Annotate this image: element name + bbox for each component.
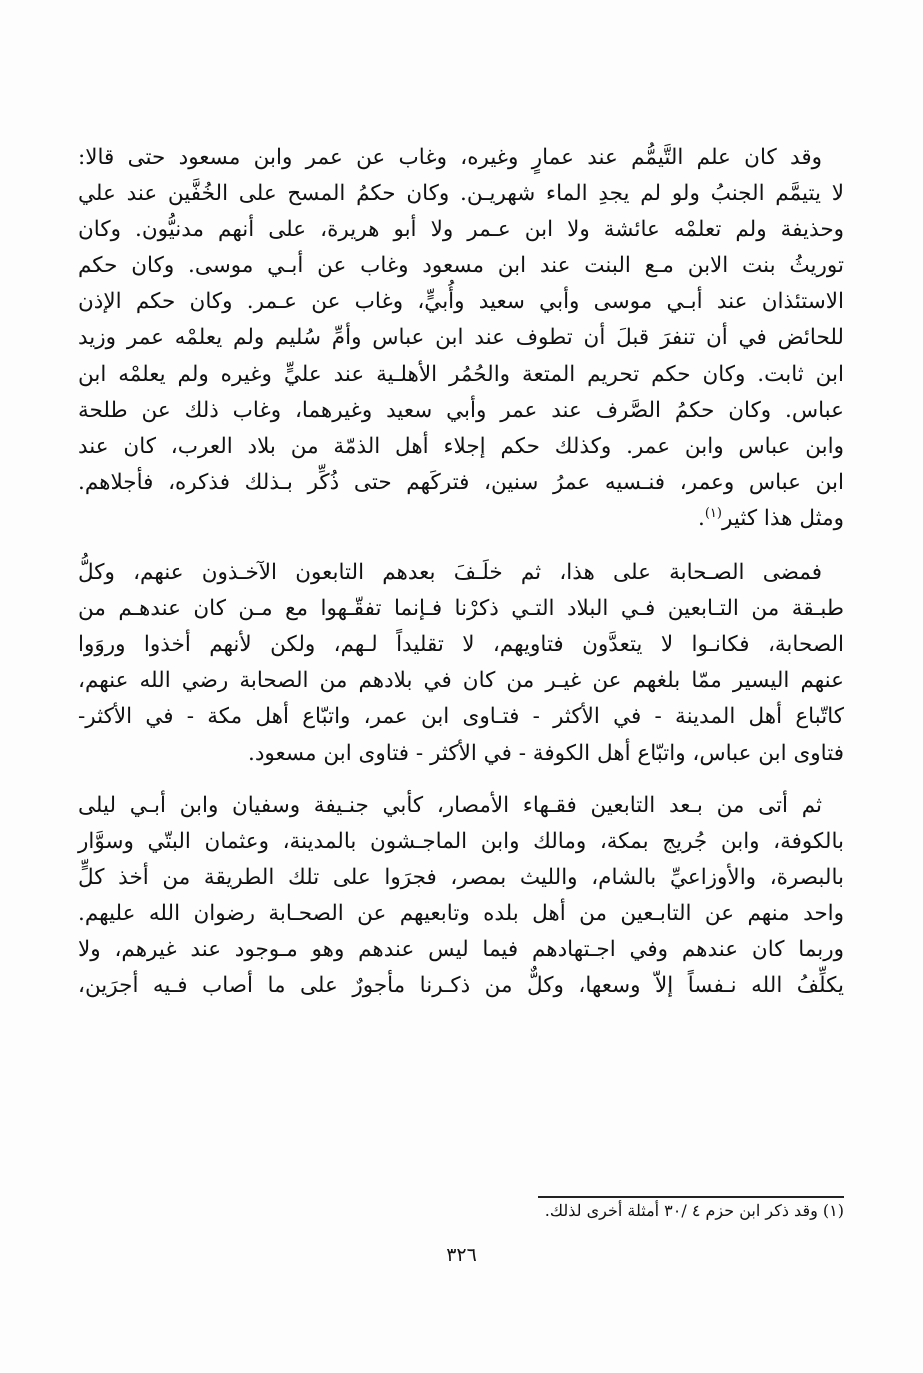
paragraph-2 (78, 555, 844, 772)
footnote-marker[interactable]: (١) (704, 505, 722, 521)
text-line: واحد منهم عن التابـعين من أهل بلده وتابعيهم عن الصحـابة رضوان الله عليهم. (78, 900, 844, 926)
text-line: طبـقة من التـابعين فـي البلاد التـي ذكرْنا فـإنما تفقّـهوا مع مـن كان عندهـم من (78, 596, 844, 622)
text-line: الاستئذان عند أبـي موسى وأبي سعيد وأُبيٍّ، وغاب عن عـمر. وكان حكم الإذن (78, 289, 844, 315)
text-run: ومثل هذا كثير (721, 505, 844, 531)
text-line: عنهم اليسير ممّا بلغهم عن غيـر من كان في بلادهم من الصحابة رضي الله عنهم، (78, 668, 844, 694)
text-line: توريثُ بنت الابن مـع البنت عند ابن مسعود وغاب عن أبـي موسى. وكان حكم (78, 253, 844, 279)
text-line: ابن عباس وعمر، فنـسيه عمرُ سنين، فتركَهم حتى ذُكِّر بـذلك فذكره، فأجلاهم. (78, 469, 844, 495)
text-line: وقد كان علم التَّيمُّم عند عمارٍ وغيره، وغاب عن عمر وابن مسعود حتى قالا: (78, 145, 822, 170)
page-number: ٣٢٦ (446, 1244, 477, 1266)
text-line: فمضى الصـحابة على هذا، ثم خلَـفَ بعدهم التابعون الآخـذون عنهم، وكلُّ (78, 560, 822, 586)
text-line: لا يتيمَّم الجنبُ ولو لم يجدِ الماء شهريـن. وكان حكمُ المسح على الخُفَّين عند علي (78, 181, 844, 207)
text-line: ابن ثابت. وكان حكم تحريم المتعة والحُمُر الأهلـية عند عليٍّ وغيره ولم يعلمْه ابن (78, 361, 844, 387)
text-line: الصحابة، فكانـوا لا يتعدَّون فتاويهم، لا تقليداً لـهم، ولكن لأنهم أخذوا وروَوا (78, 632, 844, 658)
text-line: ثم أتى من بـعد التابعين فقـهاء الأمصار، كأبي جنـيفة وسفيان وابن أبـي ليلى (78, 792, 822, 818)
text-line-last: فتاوى ابن عباس، واتبّاع أهل الكوفة - في الأكثر - فتاوى ابن مسعود. (247, 740, 844, 766)
footnote-divider (538, 1196, 844, 1198)
body-text (78, 140, 844, 1004)
text-line: بالبصرة، والأوزاعيِّ بالشام، والليث بمصر، فجرَوا على تلك الطريقة من أخذ كلٍّ (78, 864, 844, 890)
text-line: للحائض في أن تنفرَ قبلَ أن تطوف عند ابن عباس وأمِّ سُليم ولم يعلمْه عمر وزيد (78, 325, 844, 351)
paragraph-3 (78, 788, 844, 1005)
text-line: عباس. وكان حكمُ الصَّرف عند عمر وأبي سعيد وغيرهما، وغاب ذلك عن طلحة (78, 397, 844, 423)
text-line: بالكوفة، وابن جُريج بمكة، ومالك وابن الماجـشون بالمدينة، وعثمان البتّي وسوَّار (78, 828, 844, 854)
text-run: . (698, 505, 705, 531)
text-line: وابن عباس وابن عمر. وكذلك حكم إجلاء أهل الذمّة من بلاد العرب، كان عند (78, 433, 844, 459)
paragraph-1 (78, 140, 844, 537)
text-line-last (78, 501, 844, 537)
text-line: يكلِّفُ الله نـفساً إلاّ وسعها، وكلٌّ من ذكـرنا مأجورٌ على ما أصاب فـيه أجرَين، (78, 973, 844, 999)
text-line: وربما كان عندهم وفي اجـتهادهم فيما ليس عندهم وهو مـوجود عند غيرهم، ولا (78, 936, 844, 962)
text-line: وحذيفة ولم تعلمْه عائشة ولا ابن عـمر ولا أبو هريرة، على أنهم مدنيُّون. وكان (78, 217, 844, 243)
footnote: (١) وقد ذكر ابن حزم ٤ /٣٠ أمثلة أخرى لذلك. (544, 1201, 844, 1220)
text-line: كاتّباع أهل المدينة - في الأكثر - فتـاوى ابن عمر، واتبّاع أهل مكة - في الأكثر- (78, 704, 844, 730)
